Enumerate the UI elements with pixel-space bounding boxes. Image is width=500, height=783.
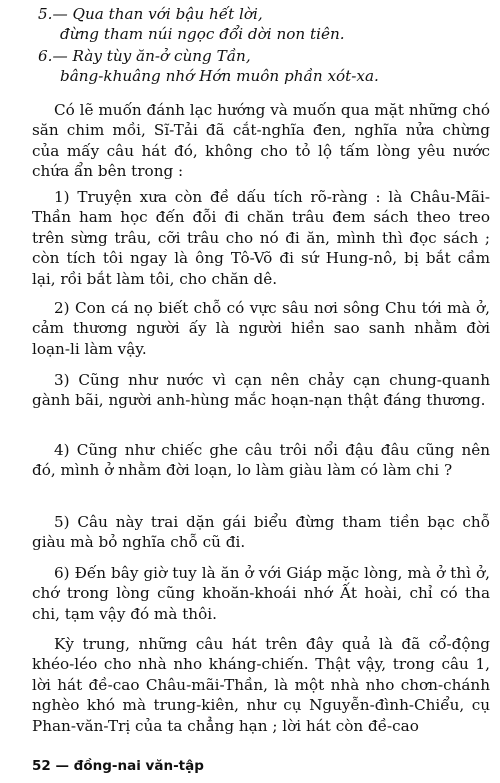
verse-line: bâng-khuâng nhớ Hớn muôn phần xót-xa. xyxy=(60,67,379,85)
page-footer: 52 — đồng-nai văn-tập xyxy=(32,758,204,774)
paragraph-text: 1) Truyện xưa còn đề dấu tích rõ-ràng : là Châu-Mãi-Thần ham học đến đỗi đi chăn trâu đem sách theo treo trên sừng trâu, cỡi trâu cho nó đi ăn, mình thì đọc sách ; còn tích tôi ngay là ông Tô-Võ đi sứ Hung-nô, bị bắt cầm lại, rồi bắt làm tôi, cho chăn dê. xyxy=(32,188,490,288)
paragraph-text: Kỳ trung, những câu hát trên đây quả là đã cổ-động khéo-léo cho nhà nho kháng-chiến. Thật vậy, trong câu 1, lời hát đề-cao Châu-mãi-Thần, là một nhà nho chơn-chánh nghèo khó mà trung-kiên, như cụ Nguyễn-đình-Chiểu, cụ Phan-văn-Trị của ta chẳng hạn ; lời hát còn đề-cao xyxy=(32,635,490,735)
verse-6 xyxy=(38,46,379,86)
item-5 xyxy=(32,512,490,553)
paragraph-text: 2) Con cá nọ biết chỗ có vực sâu nơi sông Chu tới mà ở, cảm thương người ấy là người hiền sao sanh nhằm đời loạn-li làm vậy. xyxy=(32,299,490,358)
paragraph-text: Có lẽ muốn đánh lạc hướng và muốn qua mặt những chó săn chim mồi, Sĩ-Tải đã cắt-nghĩa đen, nghĩa nửa chừng của mấy câu hát đó, không cho tỏ lộ tấm lòng yêu nước chứa ẩn bên trong : xyxy=(32,101,490,181)
verse-line: đừng tham núi ngọc đổi dời non tiên. xyxy=(60,25,345,43)
closing-paragraph xyxy=(32,634,490,736)
paragraph-text: 5) Câu này trai dặn gái biểu đừng tham tiền bạc chỗ giàu mà bỏ nghĩa chỗ cũ đi. xyxy=(32,513,490,552)
item-3 xyxy=(32,370,490,411)
verse-line: 6.— Rày tùy ăn-ở cùng Tần, xyxy=(38,47,251,65)
intro-paragraph xyxy=(32,100,490,182)
item-2 xyxy=(32,298,490,359)
paragraph-text: 4) Cũng như chiếc ghe câu trôi nổi đậu đâu cũng nên đó, mình ở nhằm đời loạn, lo làm giàu làm có làm chi ? xyxy=(32,441,490,480)
paragraph-text: 3) Cũng như nước vì cạn nên chảy cạn chung-quanh gành bãi, người anh-hùng mắc hoạn-nạn thật đáng thương. xyxy=(32,371,490,410)
item-6 xyxy=(32,563,490,624)
paragraph-text: 6) Đến bây giờ tuy là ăn ở với Giáp mặc lòng, mà ở thì ở, chớ trong lòng cũng khoăn-khoái nhớ Ất hoài, chỉ có tha chi, tạm vậy đó mà thôi. xyxy=(32,564,490,623)
item-4 xyxy=(32,440,490,481)
verse-line: 5.— Qua than với bậu hết lời, xyxy=(38,5,263,23)
verse-5 xyxy=(38,4,345,44)
item-1 xyxy=(32,187,490,289)
